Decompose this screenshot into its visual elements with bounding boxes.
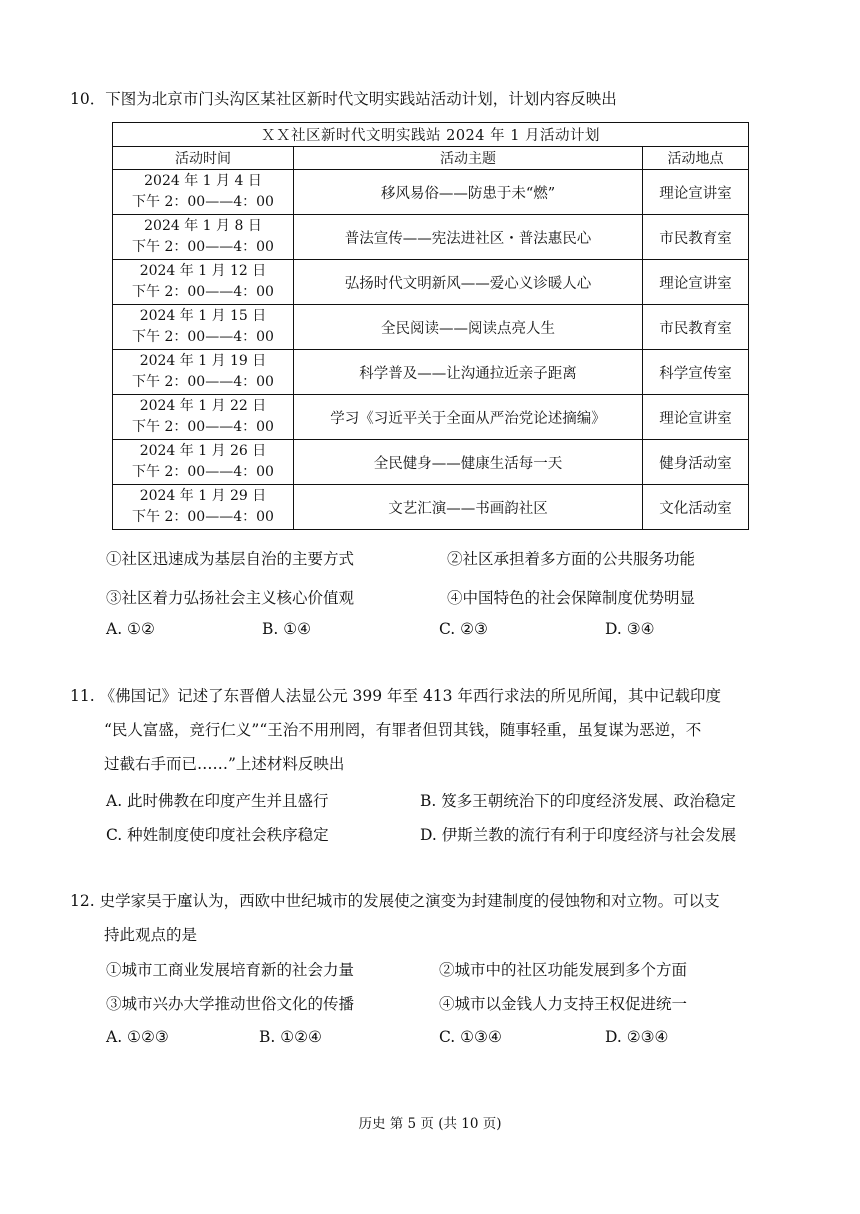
cell-place: 理论宣讲室 bbox=[643, 395, 749, 440]
cell-hours: 下午 2：00——4：00 bbox=[132, 419, 274, 435]
q10-option-c[interactable]: C. ②③ bbox=[439, 620, 488, 638]
cell-date: 2024 年 1 月 15 日 bbox=[139, 308, 267, 324]
cell-place: 健身活动室 bbox=[643, 440, 749, 485]
header-theme: 活动主题 bbox=[294, 147, 643, 170]
table-row bbox=[113, 305, 749, 350]
table-row bbox=[113, 350, 749, 395]
q10-statement-2: ②社区承担着多方面的公共服务功能 bbox=[447, 550, 696, 568]
question-12-stem-line1: 12. 史学家吴于廑认为，西欧中世纪城市的发展使之演变为封建制度的侵蚀物和对立物。可以支 bbox=[70, 892, 720, 910]
q11-option-d[interactable]: D. 伊斯兰教的流行有利于印度经济与社会发展 bbox=[420, 826, 737, 844]
table-row bbox=[113, 170, 749, 215]
q12-statement-3: ③城市兴办大学推动世俗文化的传播 bbox=[106, 995, 355, 1013]
cell-place: 理论宣讲室 bbox=[643, 260, 749, 305]
cell-hours: 下午 2：00——4：00 bbox=[132, 194, 274, 210]
question-11-stem-line1: 11. 《佛国记》记述了东晋僧人法显公元 399 年至 413 年西行求法的所见所闻，其中记载印度 bbox=[70, 687, 721, 705]
q12-option-c[interactable]: C. ①③④ bbox=[439, 1028, 502, 1046]
cell-time bbox=[113, 485, 294, 530]
activity-plan-table bbox=[112, 122, 749, 530]
page-footer: 历史 第 5 页 (共 10 页) bbox=[358, 1116, 502, 1132]
cell-hours: 下午 2：00——4：00 bbox=[132, 239, 274, 255]
q12-statement-1: ①城市工商业发展培育新的社会力量 bbox=[106, 961, 355, 979]
q10-statement-4: ④中国特色的社会保障制度优势明显 bbox=[447, 589, 696, 607]
header-place: 活动地点 bbox=[643, 147, 749, 170]
cell-time bbox=[113, 350, 294, 395]
question-11-stem-line2: “民人富盛，竞行仁义”“王治不用刑罔，有罪者但罚其钱，随事轻重，虽复谋为恶逆，不 bbox=[104, 721, 702, 739]
cell-date: 2024 年 1 月 19 日 bbox=[139, 353, 267, 369]
q10-statement-3: ③社区着力弘扬社会主义核心价值观 bbox=[106, 589, 355, 607]
table-title: ＸＸ社区新时代文明实践站 2024 年 1 月活动计划 bbox=[113, 123, 749, 147]
table-row bbox=[113, 215, 749, 260]
cell-place: 市民教育室 bbox=[643, 305, 749, 350]
cell-date: 2024 年 1 月 29 日 bbox=[139, 488, 267, 504]
cell-time bbox=[113, 305, 294, 350]
q12-option-b[interactable]: B. ①②④ bbox=[259, 1028, 322, 1046]
cell-date: 2024 年 1 月 26 日 bbox=[139, 443, 267, 459]
table-row bbox=[113, 485, 749, 530]
cell-time bbox=[113, 395, 294, 440]
table-row bbox=[113, 440, 749, 485]
cell-theme: 科学普及——让沟通拉近亲子距离 bbox=[294, 350, 643, 395]
question-11-stem-line3: 过截右手而已……”上述材料反映出 bbox=[104, 755, 345, 773]
table-header-row bbox=[113, 147, 749, 170]
cell-hours: 下午 2：00——4：00 bbox=[132, 374, 274, 390]
q10-option-a[interactable]: A. ①② bbox=[106, 620, 155, 638]
q10-option-b[interactable]: B. ①④ bbox=[262, 620, 312, 638]
cell-date: 2024 年 1 月 12 日 bbox=[139, 263, 267, 279]
cell-theme: 全民健身——健康生活每一天 bbox=[294, 440, 643, 485]
cell-date: 2024 年 1 月 22 日 bbox=[139, 398, 267, 414]
cell-hours: 下午 2：00——4：00 bbox=[132, 509, 274, 525]
cell-theme: 普法宣传——宪法进社区・普法惠民心 bbox=[294, 215, 643, 260]
question-12-stem-line2: 持此观点的是 bbox=[104, 926, 198, 944]
cell-theme: 全民阅读——阅读点亮人生 bbox=[294, 305, 643, 350]
cell-theme: 学习《习近平关于全面从严治党论述摘编》 bbox=[294, 395, 643, 440]
cell-date: 2024 年 1 月 4 日 bbox=[144, 173, 262, 189]
cell-place: 科学宣传室 bbox=[643, 350, 749, 395]
cell-time bbox=[113, 440, 294, 485]
q11-option-a[interactable]: A. 此时佛教在印度产生并且盛行 bbox=[106, 792, 329, 810]
cell-place: 理论宣讲室 bbox=[643, 170, 749, 215]
cell-place: 文化活动室 bbox=[643, 485, 749, 530]
cell-theme: 弘扬时代文明新风——爱心义诊暖人心 bbox=[294, 260, 643, 305]
cell-hours: 下午 2：00——4：00 bbox=[132, 284, 274, 300]
q12-option-d[interactable]: D. ②③④ bbox=[605, 1028, 669, 1046]
q11-option-b[interactable]: B. 笈多王朝统治下的印度经济发展、政治稳定 bbox=[420, 792, 736, 810]
cell-date: 2024 年 1 月 8 日 bbox=[144, 218, 262, 234]
question-10-stem: 10．下图为北京市门头沟区某社区新时代文明实践站活动计划，计划内容反映出 bbox=[70, 90, 617, 108]
table-row bbox=[113, 260, 749, 305]
cell-theme: 文艺汇演——书画韵社区 bbox=[294, 485, 643, 530]
header-time: 活动时间 bbox=[113, 147, 294, 170]
cell-time bbox=[113, 170, 294, 215]
q11-option-c[interactable]: C. 种姓制度使印度社会秩序稳定 bbox=[106, 826, 329, 844]
cell-place: 市民教育室 bbox=[643, 215, 749, 260]
q12-statement-4: ④城市以金钱人力支持王权促进统一 bbox=[439, 995, 688, 1013]
cell-time bbox=[113, 260, 294, 305]
cell-time bbox=[113, 215, 294, 260]
cell-hours: 下午 2：00——4：00 bbox=[132, 464, 274, 480]
q10-statement-1: ①社区迅速成为基层自治的主要方式 bbox=[106, 550, 355, 568]
q12-option-a[interactable]: A. ①②③ bbox=[106, 1028, 169, 1046]
cell-hours: 下午 2：00——4：00 bbox=[132, 329, 274, 345]
table-row bbox=[113, 395, 749, 440]
q10-option-d[interactable]: D. ③④ bbox=[605, 620, 655, 638]
cell-theme: 移风易俗——防患于未“燃” bbox=[294, 170, 643, 215]
q12-statement-2: ②城市中的社区功能发展到多个方面 bbox=[439, 961, 688, 979]
